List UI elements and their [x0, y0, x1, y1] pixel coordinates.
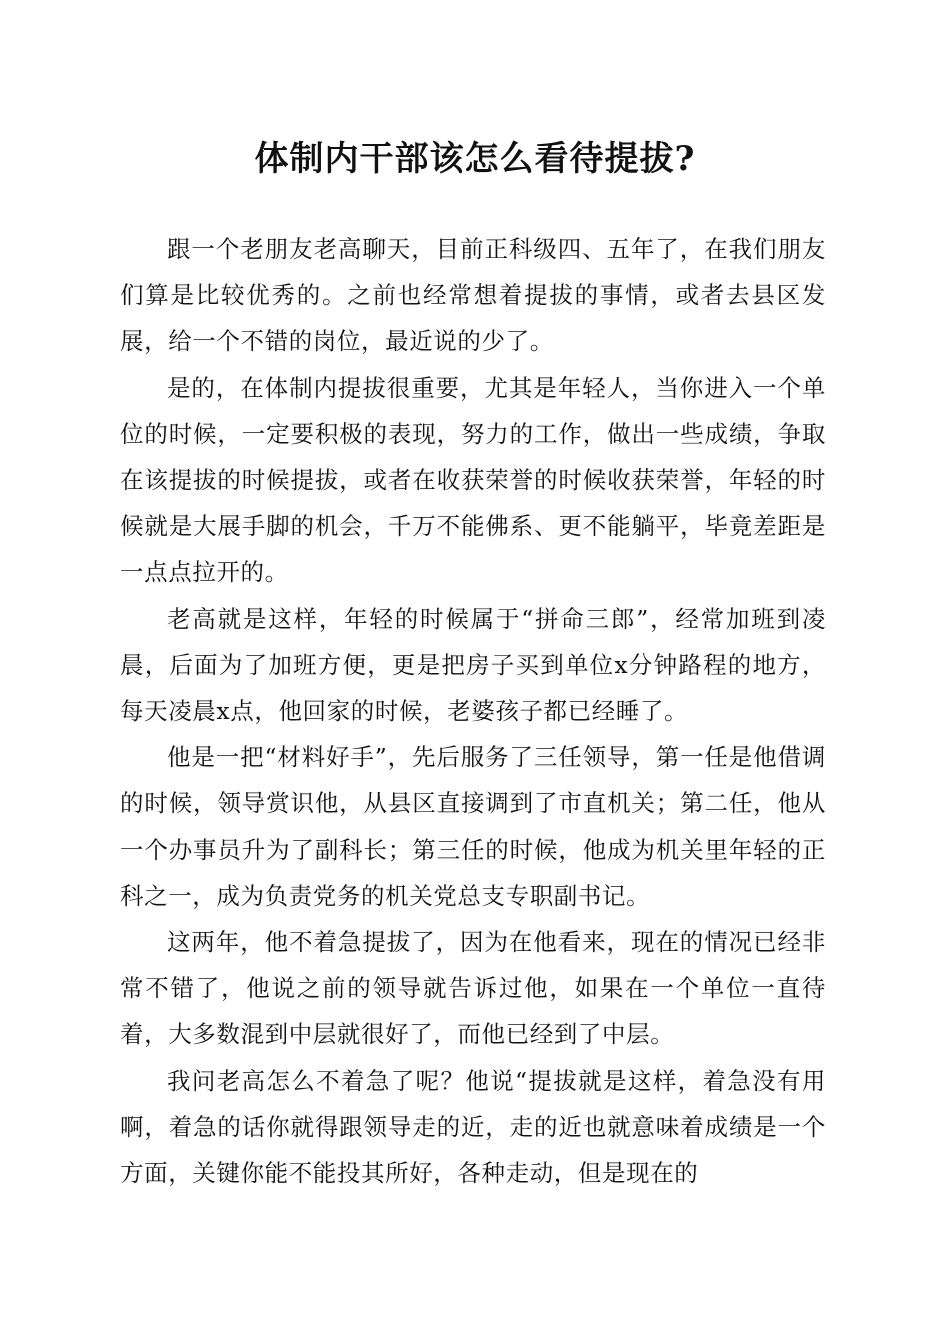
- paragraph: 他是一把“材料好手”，先后服务了三任领导，第一任是他借调的时候，领导赏识他，从县区直接调到了市直机关；第二任，他从一个办事员升为了副科长；第三任的时候，他成为机关里年轻的正科之一，成为负责党务的机关党总支专职副书记。: [120, 743, 826, 910]
- article-body: [120, 226, 826, 1196]
- paragraph: 我问老高怎么不着急了呢？他说“提拔就是这样，着急没有用啊，着急的话你就得跟领导走的近，走的近也就意味着成绩是一个方面，关键你能不能投其所好，各种走动，但是现在的: [120, 1066, 826, 1188]
- page-title: 体制内干部该怎么看待提拔?: [254, 139, 696, 179]
- paragraph: 老高就是这样，年轻的时候属于“拼命三郎”，经常加班到凌晨，后面为了加班方便，更是把房子买到单位x分钟路程的地方，每天凌晨x点，他回家的时候，老婆孩子都已经睡了。: [120, 604, 826, 726]
- paragraph: 这两年，他不着急提拔了，因为在他看来，现在的情况已经非常不错了，他说之前的领导就告诉过他，如果在一个单位一直待着，大多数混到中层就很好了，而他已经到了中层。: [120, 928, 826, 1049]
- paragraph: 跟一个老朋友老高聊天，目前正科级四、五年了，在我们朋友们算是比较优秀的。之前也经常想着提拔的事情，或者去县区发展，给一个不错的岗位，最近说的少了。: [120, 235, 826, 356]
- paragraph: 是的，在体制内提拔很重要，尤其是年轻人，当你进入一个单位的时候，一定要积极的表现，努力的工作，做出一些成绩，争取在该提拔的时候提拔，或者在收获荣誉的时候收获荣誉，年轻的时候就是大展手脚的机会，千万不能佛系、更不能躺平，毕竟差距是一点点拉开的。: [120, 373, 826, 587]
